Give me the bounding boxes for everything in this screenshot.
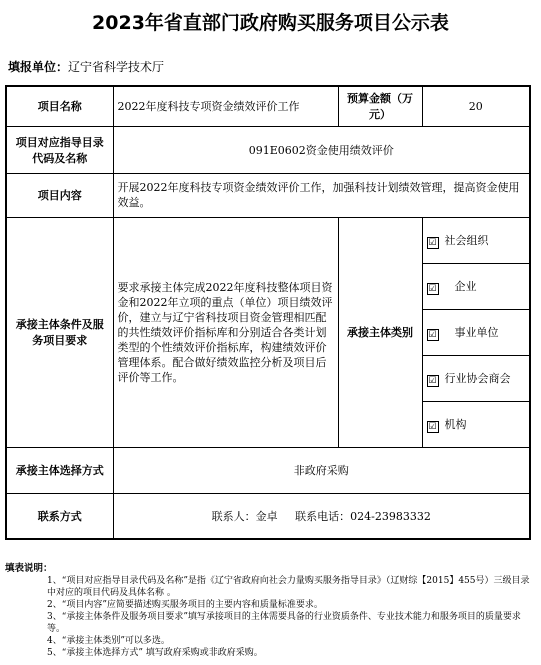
instructions-heading: 填表说明： (5, 563, 53, 574)
provider-type-option-label: 行业协会商会 (444, 371, 511, 385)
provider-type-label: 承接主体类别 (338, 217, 422, 447)
page-title: 2023年省直部门政府购买服务项目公示表 (92, 12, 449, 34)
provider-type-option[interactable] (422, 355, 530, 401)
provider-type-option-label: 企业 (454, 279, 477, 293)
instruction-item: 4、“承接主体类别”可以多选。 (47, 636, 170, 646)
row-catalog-code (6, 126, 530, 173)
project-name-label: 项目名称 (6, 86, 113, 126)
reporting-unit-value: 辽宁省科学技术厅 (68, 60, 165, 74)
budget-value: 20 (422, 86, 530, 126)
conditions-label: 承接主体条件及服务项目要求 (6, 217, 113, 447)
project-content-label: 项目内容 (6, 173, 113, 217)
conditions-value: 要求承接主体完成2022年度科技整体项目资金和2022年立项的重点（单位）项目绩效评价，建立与辽宁省科技项目资金管理相匹配的共性绩效评价指标库和分别适合各类计划类型的个性绩效评价指标库，构建绩效评价管理体系。配合做好绩效监控分析及项目后评价等工作。 (113, 217, 338, 447)
fill-instructions (5, 563, 530, 659)
provider-type-option[interactable] (422, 263, 530, 309)
provider-type-option[interactable] (422, 217, 530, 263)
selection-method-label: 承接主体选择方式 (6, 447, 113, 493)
checkbox-checked-icon[interactable]: ☑ (428, 421, 437, 432)
row-option-1 (6, 217, 530, 263)
selection-method-value: 非政府采购 (113, 447, 530, 493)
project-content-value: 开展2022年度科技专项资金绩效评价工作，加强科技计划绩效管理，提高资金使用效益。 (113, 173, 530, 217)
row-contact (6, 493, 530, 539)
budget-label: 预算金额（万元） (338, 86, 422, 126)
provider-type-option-label: 事业单位 (454, 325, 499, 339)
provider-type-option[interactable] (422, 401, 530, 447)
provider-type-option-label: 机构 (444, 417, 467, 431)
project-name-value: 2022年度科技专项资金绩效评价工作 (113, 86, 338, 126)
checkbox-checked-icon[interactable]: ☑ (428, 237, 437, 248)
instruction-item: 2、“项目内容”应简要描述购买服务项目的主要内容和质量标准要求。 (47, 600, 323, 610)
catalog-code-value: 091E0602资金使用绩效评价 (113, 126, 530, 173)
project-table (5, 85, 531, 540)
reporting-unit-label: 填报单位： (8, 60, 69, 74)
contact-value: 联系人：金卓 联系电话：024-23983332 (113, 493, 530, 539)
checkbox-checked-icon[interactable]: ☑ (428, 329, 437, 340)
row-project-name (6, 86, 530, 126)
row-selection-method (6, 447, 530, 493)
contact-label: 联系方式 (6, 493, 113, 539)
reporting-unit (8, 58, 164, 75)
checkbox-checked-icon[interactable]: ☑ (428, 375, 437, 386)
provider-type-option-label: 社会组织 (444, 233, 489, 247)
instruction-item: 3、“承接主体条件及服务项目要求”填写承接项目的主体需要具备的行业资质条件、专业技术能力和服务项目的质量要求等。 (47, 612, 521, 634)
instruction-item: 5、“承接主体选择方式” 填写政府采购或非政府采购。 (47, 648, 263, 658)
provider-type-option[interactable] (422, 309, 530, 355)
checkbox-checked-icon[interactable]: ☑ (428, 283, 437, 294)
instruction-item: 1、“项目对应指导目录代码及名称”是指《辽宁省政府向社会力量购买服务指导目录》（辽财综【2015】455号）三级目录中对应的项目代码及具体名称 。 (47, 576, 530, 598)
row-project-content (6, 173, 530, 217)
catalog-code-label: 项目对应指导目录代码及名称 (6, 126, 113, 173)
